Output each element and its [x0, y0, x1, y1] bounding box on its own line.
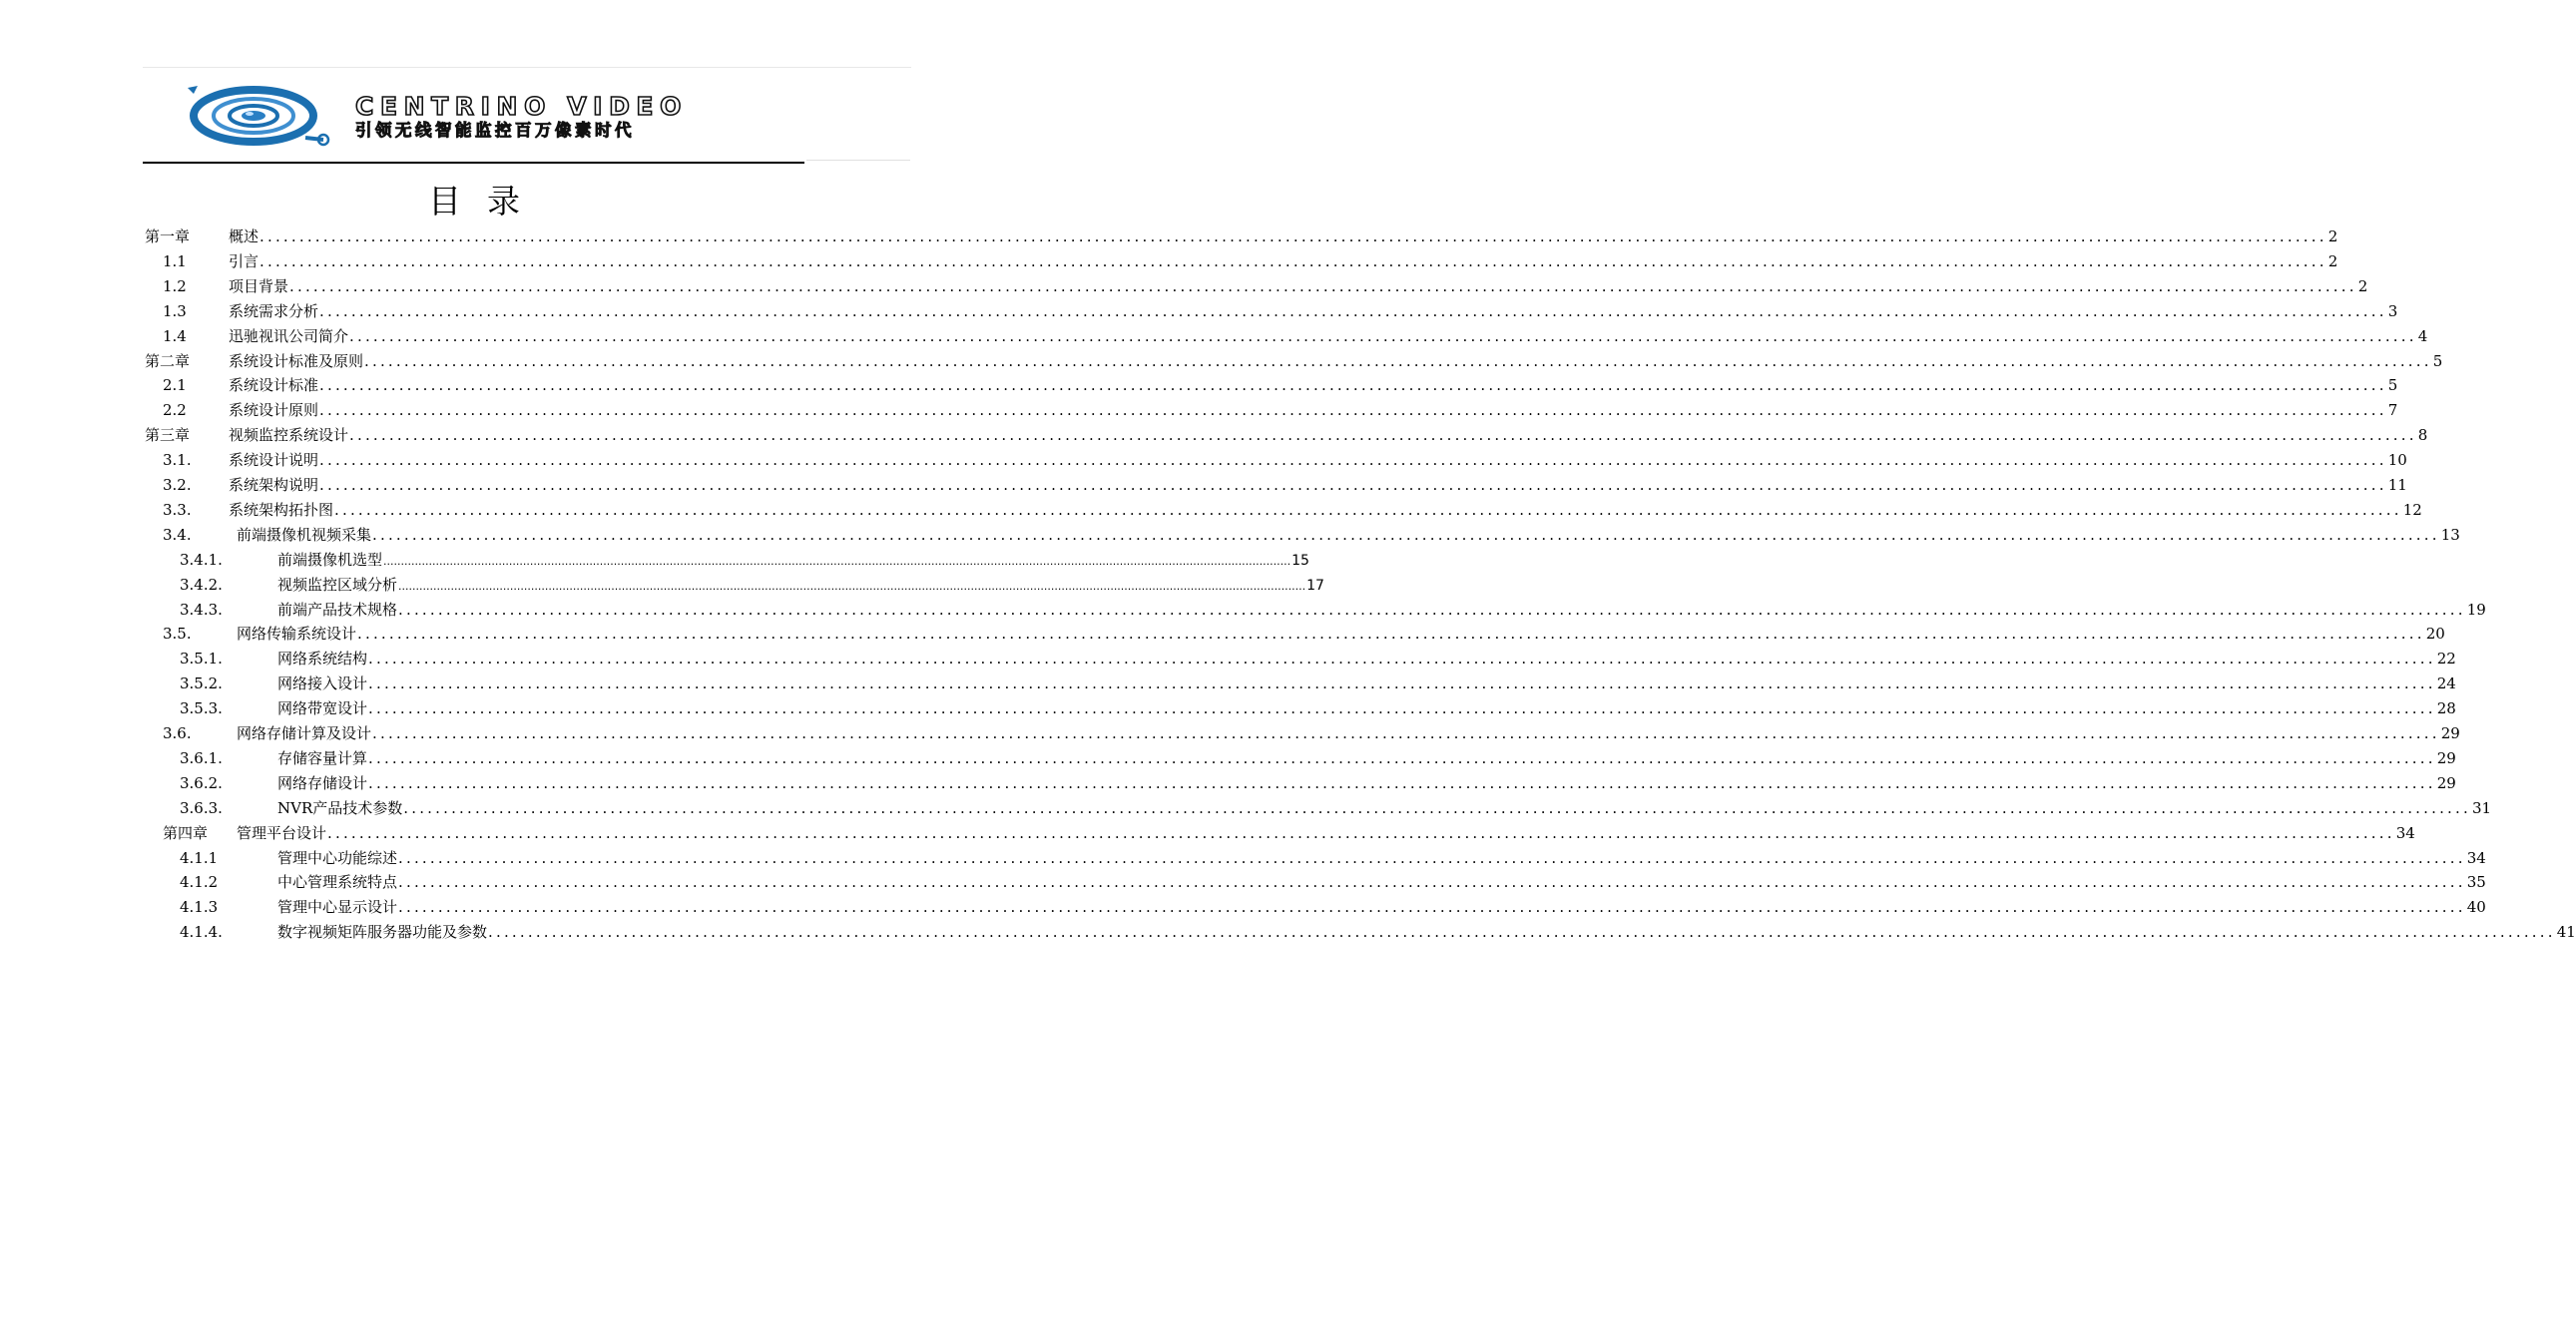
- toc-entry-number: 第二章: [145, 351, 191, 370]
- toc-leader-dots: ....................................................................................................................................................................................................................................................................: [327, 823, 2395, 842]
- toc-entry[interactable]: [0, 249, 2338, 273]
- toc-entry-page: 2: [2327, 227, 2338, 245]
- toc-entry-label: 迅驰视讯公司简介: [229, 326, 349, 345]
- toc-entry-page: 15: [1291, 552, 1309, 569]
- toc-entry-page: 29: [2436, 773, 2456, 792]
- toc-entry-number: 3.3.: [163, 500, 192, 519]
- toc-entry-label: 系统架构说明: [229, 476, 319, 494]
- toc-leader-dots: ....................................................................................................................................................................................................................................................................: [383, 554, 1291, 568]
- toc-entry-number: 3.4.2.: [180, 575, 223, 594]
- toc-entry-page: 13: [2440, 525, 2460, 544]
- toc-entry-number: 3.5.3.: [180, 699, 223, 718]
- toc-leader-dots: ....................................................................................................................................................................................................................................................................: [368, 699, 2436, 718]
- toc-entry[interactable]: [0, 473, 2407, 497]
- toc-leader-dots: ....................................................................................................................................................................................................................................................................: [372, 724, 2440, 742]
- toc-entry-label: 项目背景: [229, 276, 289, 295]
- toc-leader-dots: ....................................................................................................................................................................................................................................................................: [319, 401, 2387, 420]
- toc-entry[interactable]: [0, 796, 2492, 820]
- toc-entry-label: 网络接入设计: [277, 674, 368, 693]
- toc-entry-label: 系统架构拓扑图: [229, 500, 334, 519]
- toc-leader-dots: ....................................................................................................................................................................................................................................................................: [319, 451, 2387, 470]
- top-divider: [143, 67, 911, 68]
- toc-entry-number: 3.1.: [163, 451, 192, 470]
- toc-entry[interactable]: [0, 771, 2456, 795]
- toc-entry-number: 第一章: [145, 227, 191, 245]
- toc-entry-label: 网络传输系统设计: [237, 625, 357, 644]
- toc-entry-label: 中心管理系统特点: [277, 873, 398, 892]
- toc-entry-page: 31: [2471, 798, 2492, 817]
- toc-entry-number: 4.1.3: [180, 898, 219, 917]
- toc-entry-page: 28: [2436, 699, 2456, 718]
- toc-entry-number: 3.6.2.: [180, 773, 223, 792]
- toc-entry[interactable]: [0, 671, 2456, 695]
- toc-leader-dots: ....................................................................................................................................................................................................................................................................: [334, 500, 2402, 519]
- page-title: 目录: [428, 182, 546, 221]
- toc-entry[interactable]: [0, 373, 2398, 397]
- toc-entry[interactable]: [0, 920, 2576, 944]
- toc-entry-label: 前端摄像机选型: [277, 550, 383, 569]
- toc-entry-label: 系统设计原则: [229, 401, 319, 420]
- toc-entry[interactable]: [0, 523, 2460, 547]
- toc-entry[interactable]: [0, 224, 2338, 248]
- toc-entry-number: 1.2: [163, 276, 187, 295]
- toc-entry-number: 3.6.: [163, 724, 192, 742]
- toc-entry-label: 引言: [229, 251, 259, 270]
- brand-slogan-cn: 引领无线智能监控百万像素时代: [355, 121, 635, 140]
- toc-leader-dots: ....................................................................................................................................................................................................................................................................: [368, 674, 2436, 693]
- toc-entry-label: 系统需求分析: [229, 301, 319, 320]
- toc-entry[interactable]: [0, 573, 1324, 597]
- toc-entry-page: 24: [2436, 674, 2456, 693]
- toc-entry-number: 1.4: [163, 326, 187, 345]
- toc-entry-page: 8: [2417, 426, 2428, 445]
- toc-entry[interactable]: [0, 721, 2460, 745]
- toc-entry[interactable]: [0, 349, 2443, 373]
- toc-entry[interactable]: [0, 274, 2368, 298]
- toc-entry-page: 11: [2387, 476, 2407, 494]
- toc-entry-label: 网络带宽设计: [277, 699, 368, 718]
- toc-entry-label: 网络存储设计: [277, 773, 368, 792]
- toc-leader-dots: ....................................................................................................................................................................................................................................................................: [319, 301, 2387, 320]
- toc-leader-dots: ....................................................................................................................................................................................................................................................................: [368, 748, 2436, 767]
- toc-leader-dots: ....................................................................................................................................................................................................................................................................: [259, 227, 2327, 245]
- header-side-divider: [806, 160, 910, 161]
- toc-entry-number: 3.6.3.: [180, 798, 223, 817]
- toc-entry-number: 3.4.1.: [180, 550, 223, 569]
- toc-entry[interactable]: [0, 324, 2428, 348]
- toc-entry-number: 3.5.2.: [180, 674, 223, 693]
- toc-entry-label: 系统设计标准及原则: [229, 351, 364, 370]
- toc-entry-number: 3.6.1.: [180, 748, 223, 767]
- brand-name-en: CENTRINO VIDEO: [355, 92, 688, 121]
- toc-entry-number: 1.1: [163, 251, 187, 270]
- toc-entry-number: 4.1.4.: [180, 923, 223, 942]
- toc-entry-page: 22: [2436, 650, 2456, 669]
- toc-leader-dots: ....................................................................................................................................................................................................................................................................: [398, 848, 2466, 867]
- toc-entry-label: 管理中心功能综述: [277, 848, 398, 867]
- toc-leader-dots: ....................................................................................................................................................................................................................................................................: [488, 923, 2556, 942]
- toc-entry[interactable]: [0, 870, 2486, 894]
- toc-entry-page: 20: [2425, 625, 2445, 644]
- toc-entry-page: 10: [2387, 451, 2407, 470]
- toc-entry-number: 3.4.: [163, 525, 192, 544]
- toc-entry-page: 35: [2466, 873, 2486, 892]
- toc-entry-number: 3.2.: [163, 476, 192, 494]
- toc-entry-page: 41: [2556, 923, 2576, 942]
- toc-entry[interactable]: [0, 398, 2398, 422]
- toc-leader-dots: ....................................................................................................................................................................................................................................................................: [368, 650, 2436, 669]
- toc-entry-number: 2.1: [163, 376, 187, 395]
- toc-entry-label: 系统设计标准: [229, 376, 319, 395]
- toc-entry-page: 34: [2466, 848, 2486, 867]
- toc-entry-number: 4.1.1: [180, 848, 219, 867]
- toc-entry-label: NVR产品技术参数: [277, 798, 403, 817]
- toc-entry-label: 前端摄像机视频采集: [237, 525, 372, 544]
- toc-entry-page: 5: [2387, 376, 2398, 395]
- toc-leader-dots: ....................................................................................................................................................................................................................................................................: [319, 376, 2387, 395]
- toc-entry[interactable]: [0, 448, 2407, 472]
- toc-entry-label: 视频监控系统设计: [229, 426, 349, 445]
- toc-leader-dots: ....................................................................................................................................................................................................................................................................: [398, 898, 2466, 917]
- toc-leader-dots: ....................................................................................................................................................................................................................................................................: [349, 326, 2417, 345]
- toc-entry-number: 1.3: [163, 301, 187, 320]
- toc-leader-dots: ....................................................................................................................................................................................................................................................................: [349, 426, 2417, 445]
- toc-entry-page: 29: [2440, 724, 2460, 742]
- toc-entry-page: 17: [1306, 577, 1324, 594]
- toc-entry[interactable]: [0, 647, 2456, 670]
- toc-entry[interactable]: [0, 299, 2398, 323]
- header-divider: [143, 162, 804, 164]
- toc-entry[interactable]: [0, 746, 2456, 770]
- toc-entry-page: 2: [2327, 251, 2338, 270]
- toc-leader-dots: ....................................................................................................................................................................................................................................................................: [368, 773, 2436, 792]
- toc-leader-dots: ....................................................................................................................................................................................................................................................................: [319, 476, 2387, 494]
- toc-entry-label: 管理平台设计: [237, 823, 327, 842]
- toc-entry-page: 29: [2436, 748, 2456, 767]
- toc-entry[interactable]: [0, 622, 2445, 646]
- toc-entry[interactable]: [0, 821, 2415, 845]
- toc-leader-dots: ....................................................................................................................................................................................................................................................................: [398, 873, 2466, 892]
- toc-leader-dots: ....................................................................................................................................................................................................................................................................: [398, 600, 2466, 619]
- toc-entry-page: 3: [2387, 301, 2398, 320]
- toc-leader-dots: ....................................................................................................................................................................................................................................................................: [372, 525, 2440, 544]
- camera-lens-logo-icon: [186, 80, 330, 150]
- toc-entry-label: 管理中心显示设计: [277, 898, 398, 917]
- toc-leader-dots: ....................................................................................................................................................................................................................................................................: [403, 798, 2471, 817]
- toc-entry[interactable]: [0, 548, 1309, 572]
- toc-entry[interactable]: [0, 498, 2422, 522]
- toc-entry-page: 12: [2402, 500, 2422, 519]
- toc-entry-label: 概述: [229, 227, 259, 245]
- toc-entry-label: 前端产品技术规格: [277, 600, 398, 619]
- toc-entry-label: 视频监控区域分析: [277, 575, 398, 594]
- toc-entry-label: 网络系统结构: [277, 650, 368, 669]
- toc-entry-page: 7: [2387, 401, 2398, 420]
- toc-entry-label: 存储容量计算: [277, 748, 368, 767]
- toc-entry-page: 19: [2466, 600, 2486, 619]
- toc-entry-page: 40: [2466, 898, 2486, 917]
- toc-entry-number: 3.5.1.: [180, 650, 223, 669]
- toc-entry[interactable]: [0, 846, 2486, 870]
- toc-entry-label: 网络存储计算及设计: [237, 724, 372, 742]
- toc-entry-number: 2.2: [163, 401, 187, 420]
- toc-entry-page: 2: [2357, 276, 2368, 295]
- toc-entry-number: 3.4.3.: [180, 600, 223, 619]
- toc-entry[interactable]: [0, 895, 2486, 919]
- toc-entry-page: 34: [2395, 823, 2415, 842]
- toc-leader-dots: ....................................................................................................................................................................................................................................................................: [357, 625, 2425, 644]
- toc-leader-dots: ....................................................................................................................................................................................................................................................................: [259, 251, 2327, 270]
- toc-entry-label: 系统设计说明: [229, 451, 319, 470]
- toc-entry-label: 数字视频矩阵服务器功能及参数: [277, 923, 488, 942]
- toc-leader-dots: ....................................................................................................................................................................................................................................................................: [398, 579, 1306, 593]
- toc-entry-page: 4: [2417, 326, 2428, 345]
- toc-entry[interactable]: [0, 598, 2486, 622]
- toc-entry-number: 第四章: [163, 823, 209, 842]
- toc-entry[interactable]: [0, 423, 2428, 447]
- toc-leader-dots: ....................................................................................................................................................................................................................................................................: [364, 351, 2432, 370]
- toc-entry[interactable]: [0, 696, 2456, 720]
- toc-entry-number: 4.1.2: [180, 873, 219, 892]
- toc-entry-number: 第三章: [145, 426, 191, 445]
- toc-entry-page: 5: [2432, 351, 2443, 370]
- toc-entry-number: 3.5.: [163, 625, 192, 644]
- toc-leader-dots: ....................................................................................................................................................................................................................................................................: [289, 276, 2357, 295]
